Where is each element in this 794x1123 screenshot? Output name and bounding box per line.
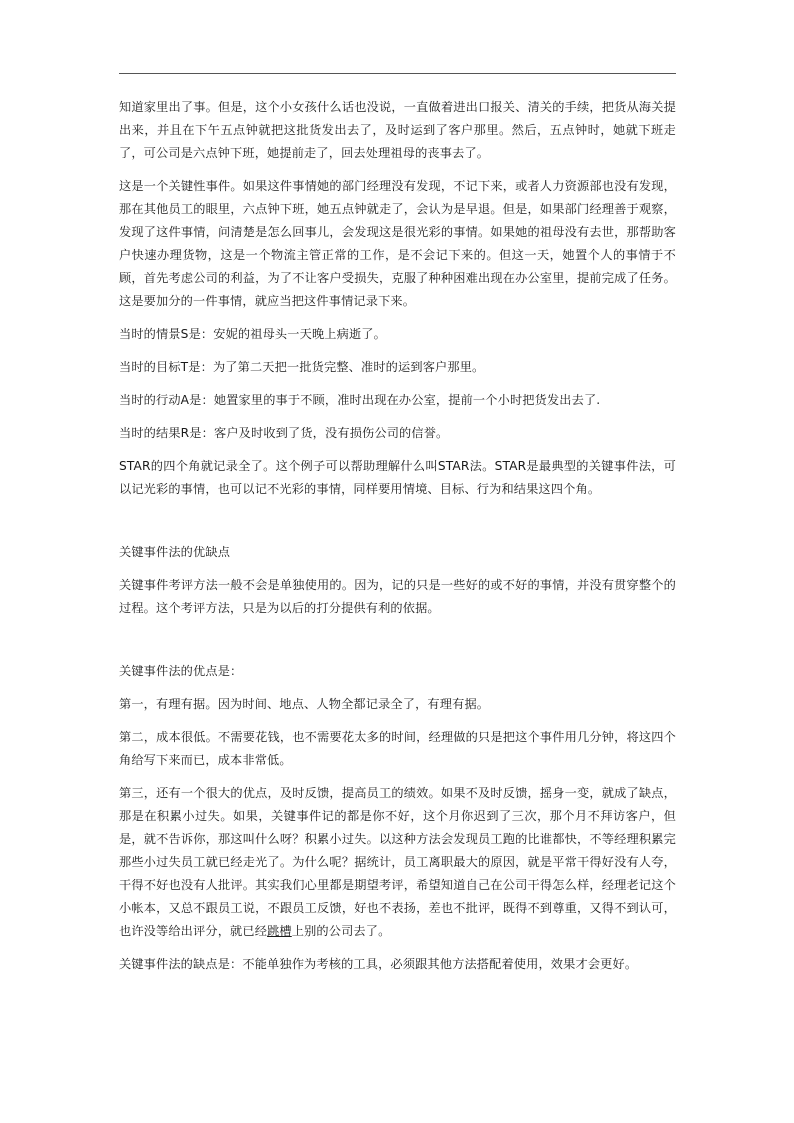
star-situation: 当时的情景S是：安妮的祖母头一天晚上病逝了。 xyxy=(119,327,386,341)
list-item xyxy=(119,782,676,943)
star-action: 当时的行动A是：她置家里的事于不顾，准时出现在办公室，提前一个小时把货发出去了. xyxy=(119,393,601,407)
section-heading: 关键事件法的优点是： xyxy=(119,664,243,678)
paragraph: STAR的四个角就记录全了。这个例子可以帮助理解什么叫STAR法。STAR是最典型的关键事件法，可以记光彩的事情，也可以记不光彩的事情，同样要用情境、目标、行为和结果这四个角。 xyxy=(119,459,676,496)
star-task: 当时的目标T是：为了第二天把一批货完整、准时的运到客户那里。 xyxy=(119,360,485,374)
paragraph-text: 上别的公司去了。 xyxy=(291,924,391,938)
paragraph: 这是一个关键性事件。如果这件事情她的部门经理没有发现，不记下来，或者人力资源部也没有发现，那在其他员工的眼里，六点钟下班，她五点钟就走了，会认为是早退。但是，如果部门经理善于观察，发现了这件事情，问清楚是怎么回事儿，会发现这是很光彩的事情。如果她的祖母没有去世，那帮助客户快速办理货物，这是一个物流主管正常的工作，是不会记下来的。但这一天，她置个人的事情于不顾，首先考虑公司的利益，为了不让客户受损失，克服了种种困难出现在办公室里，提前完成了任务。这是要加分的一件事情，就应当把这件事情记录下来。 xyxy=(119,179,676,308)
document-body xyxy=(119,96,676,986)
section-heading: 关键事件法的优缺点 xyxy=(119,545,231,559)
paragraph: 知道家里出了事。但是，这个小女孩什么话也没说，一直做着进出口报关、清关的手续，把货从海关提出来，并且在下午五点钟就把这批货发出去了，及时运到了客户那里。然后，五点钟时，她就下班走了，可公司是六点钟下班，她提前走了，回去处理祖母的丧事去了。 xyxy=(119,100,676,160)
paragraph-text: 第三，还有一个很大的优点，及时反馈，提高员工的绩效。如果不及时反馈，摇身一变，就成了缺点，那是在积累小过失。如果，关键事件记的都是你不好，这个月你迟到了三次，那个月不拜访客户，但是，就不告诉你，那这叫什么呀？积累小过失。以这种方法会发现员工跑的比谁都快，不等经理积累完那些小过失员工就已经走光了。为什么呢？据统计，员工离职最大的原因，就是平常干得好没有人夸，干得不好也没有人批评。其实我们心里都是期望考评，希望知道自己在公司干得怎么样，经理老记这个小帐本，又总不跟员工说，不跟员工反馈，好也不表扬，差也不批评，既得不到尊重，又得不到认可，也许没等给出评分，就已经 xyxy=(119,786,676,938)
header-rule xyxy=(119,73,676,74)
paragraph: 关键事件法的缺点是：不能单独作为考核的工具，必须跟其他方法搭配着使用，效果才会更好。 xyxy=(119,957,638,971)
paragraph: 关键事件考评方法一般不会是单独使用的。因为，记的只是一些好的或不好的事情，并没有贯穿整个的过程。这个考评方法，只是为以后的打分提供有利的依据。 xyxy=(119,578,676,615)
star-result: 当时的结果R是：客户及时收到了货，没有损伤公司的信誉。 xyxy=(119,426,449,440)
list-item: 第一，有理有据。因为时间、地点、人物全都记录全了，有理有据。 xyxy=(119,697,490,711)
tiaocao-link[interactable]: 跳槽 xyxy=(267,924,292,938)
list-item: 第二，成本很低。不需要花钱，也不需要花太多的时间，经理做的只是把这个事件用几分钟，将这四个角给写下来而已，成本非常低。 xyxy=(119,730,676,767)
